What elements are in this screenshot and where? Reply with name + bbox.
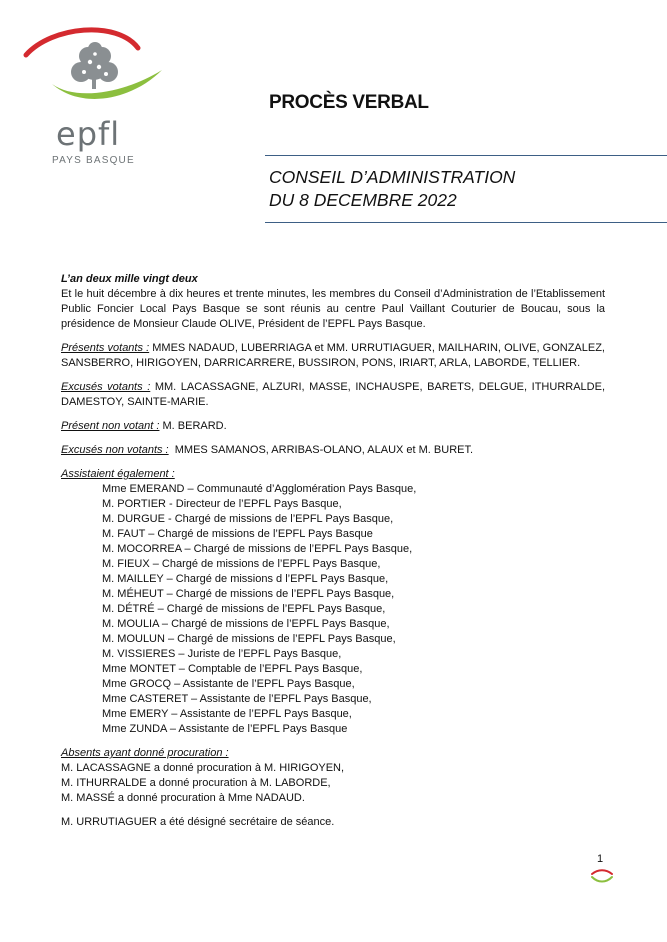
list-item: Mme ZUNDA – Assistante de l’EPFL Pays Basque [102,723,348,735]
assistaient-label: Assistaient également : [61,468,175,480]
list-item: M. MAILLEY – Chargé de missions d l’EPFL Pays Basque, [102,573,389,585]
list-item: M. MASSÉ a donné procuration à Mme NADAUD. [61,792,305,804]
logo-wordmark: epfl [56,115,121,153]
excuses-votants-text: MM. LACASSAGNE, ALZURI, MASSE, INCHAUSPE, BARETS, DELGUE, ITHURRALDE, DAMESTOY, SAINTE-MARIE. [61,381,605,408]
presents-votants [61,341,605,371]
list-item: Mme EMERY – Assistante de l’EPFL Pays Basque, [102,708,352,720]
document-body [61,272,605,830]
list-item: M. FIEUX – Chargé de missions de l’EPFL Pays Basque, [102,558,381,570]
assistaient-list [61,482,605,737]
subtitle-line-2: DU 8 DECEMBRE 2022 [269,190,457,210]
list-item: M. DURGUE - Chargé de missions de l’EPFL Pays Basque, [102,513,394,525]
list-item: M. MOULIA – Chargé de missions de l’EPFL Pays Basque, [102,618,390,630]
excuses-non-votants [61,443,605,458]
excuses-votants-label: Excusés votants : [61,381,151,393]
epfl-logo [22,22,167,172]
presents-votants-label: Présents votants : [61,342,150,354]
absents-label: Absents ayant donné procuration : [61,747,229,759]
list-item: M. PORTIER - Directeur de l’EPFL Pays Basque, [102,498,342,510]
page-title: PROCÈS VERBAL [269,92,429,113]
list-item: M. MÉHEUT – Chargé de missions de l’EPFL Pays Basque, [102,588,395,600]
excuses-non-votants-label: Excusés non votants : [61,444,169,456]
list-item: M. FAUT – Chargé de missions de l’EPFL Pays Basque [102,528,373,540]
logo-subtitle: PAYS BASQUE [52,155,135,166]
absents-list [61,761,605,806]
list-item: M. MOCORREA – Chargé de missions de l’EPFL Pays Basque, [102,543,413,555]
excuses-non-votants-text: MMES SAMANOS, ARRIBAS-OLANO, ALAUX et M. BURET. [168,444,474,456]
present-non-votant-text: M. BERARD. [159,420,227,432]
page-subtitle [269,166,515,212]
present-non-votant [61,419,605,434]
list-item: M. VISSIERES – Juriste de l’EPFL Pays Basque, [102,648,342,660]
intro-heading: L’an deux mille vingt deux [61,273,198,285]
secretaire-text: M. URRUTIAGUER a été désigné secrétaire de séance. [61,816,335,828]
divider-top [265,155,667,156]
excuses-votants [61,380,605,410]
intro-text: Et le huit décembre à dix heures et trente minutes, les membres du Conseil d’Administration de l’Etablissement Public Foncier Local Pays Basque se sont réunis au centre Paul Vaillant Couturier de Boucau, sous la présidence de Monsieur Claude OLIVE, Président de l’EPFL Pays Basque. [61,288,605,330]
list-item: M. LACASSAGNE a donné procuration à M. HIRIGOYEN, [61,762,345,774]
list-item: Mme CASTERET – Assistante de l’EPFL Pays Basque, [102,693,372,705]
divider-bottom [265,222,667,223]
footer-logo-icon [590,868,614,884]
list-item: M. MOULUN – Chargé de missions de l’EPFL Pays Basque, [102,633,396,645]
subtitle-line-1: CONSEIL D’ADMINISTRATION [269,167,516,187]
presents-votants-text: MMES NADAUD, LUBERRIAGA et MM. URRUTIAGUER, MAILHARIN, OLIVE, GONZALEZ, SANSBERRO, HIRIGOYEN, DARRICARRERE, BUSSIRON, PONS, IRIART, ARLA, LABORDE, TELLIER. [61,342,605,369]
list-item: Mme EMERAND – Communauté d’Agglomération Pays Basque, [102,483,417,495]
list-item: M. ITHURRALDE a donné procuration à M. LABORDE, [61,777,331,789]
page-number: 1 [597,853,604,865]
list-item: M. DÉTRÉ – Chargé de missions de l’EPFL Pays Basque, [102,603,386,615]
list-item: Mme MONTET – Comptable de l’EPFL Pays Basque, [102,663,363,675]
tree-logo-icon [22,22,167,122]
list-item: Mme GROCQ – Assistante de l’EPFL Pays Basque, [102,678,355,690]
present-non-votant-label: Présent non votant : [61,420,160,432]
